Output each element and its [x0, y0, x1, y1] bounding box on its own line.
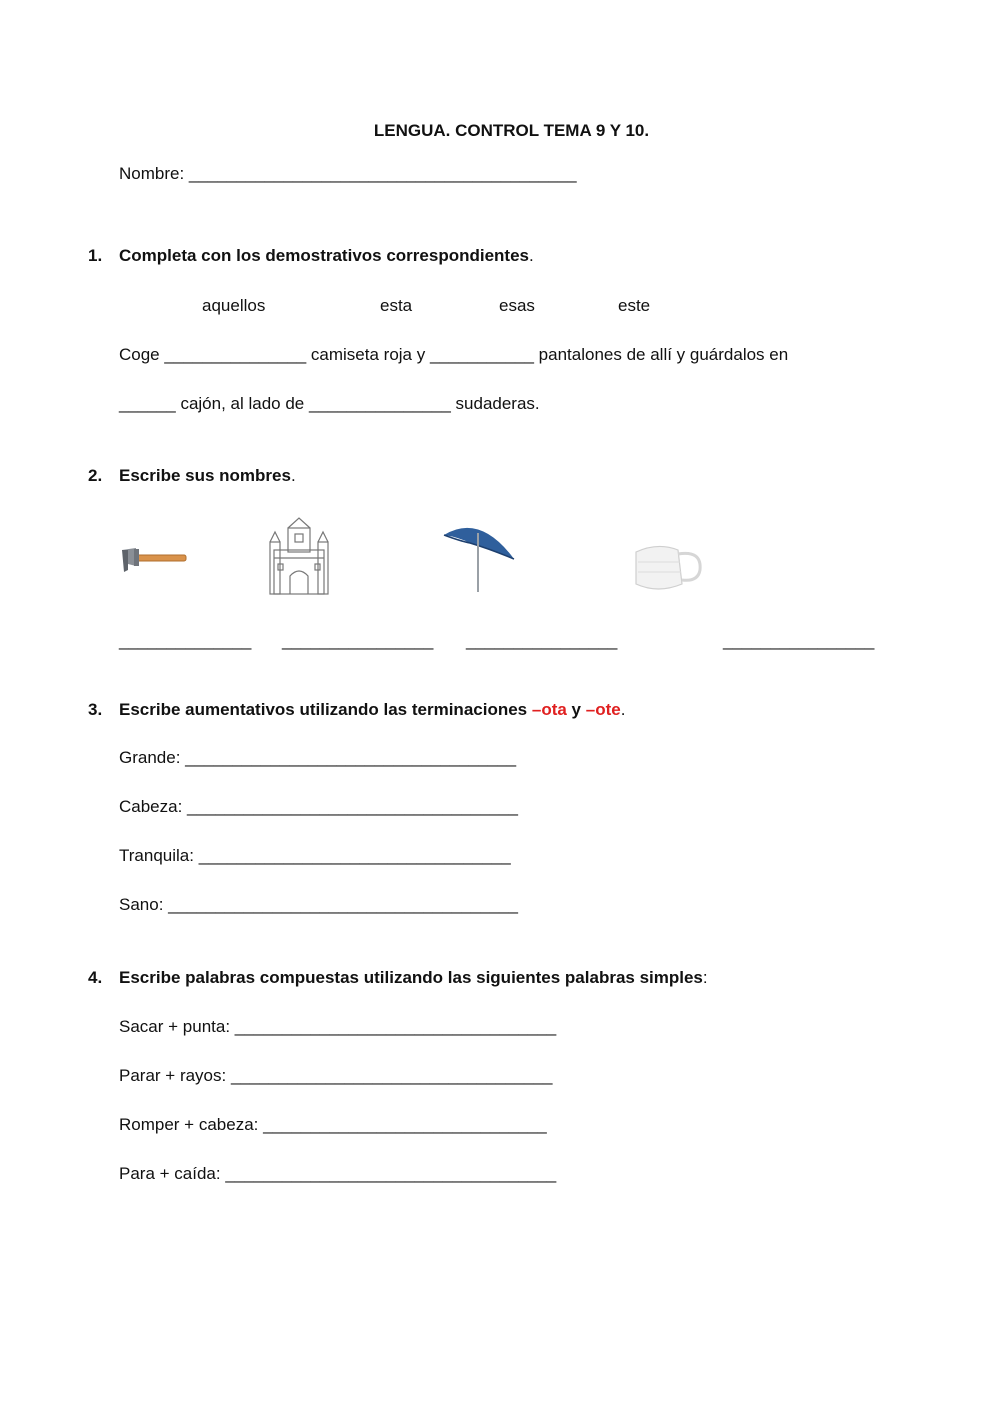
q3-heading — [119, 701, 625, 718]
q3-item[interactable]: Grande: ___________________________________ — [119, 748, 517, 767]
q1-heading-text: Completa con los demostrativos correspondientes — [119, 246, 529, 265]
answer-blank[interactable]: ______________ — [119, 631, 252, 650]
word-bank-item: aquellos — [202, 296, 266, 315]
ending-ote: –ote — [585, 700, 621, 719]
ending-ota: –ota — [531, 700, 567, 719]
answer-blank[interactable]: ________________ — [723, 631, 875, 650]
q4-number: 4. — [88, 968, 103, 987]
face-mask-icon — [628, 540, 704, 596]
q2-heading-end: . — [290, 466, 296, 485]
name-field-line[interactable]: Nombre: _________________________________________ — [119, 164, 577, 183]
q3-item[interactable]: Sano: _____________________________________ — [119, 895, 518, 914]
q3-heading-text: Escribe aumentativos utilizando las terminaciones — [119, 700, 532, 719]
q1-sentence-line1[interactable]: Coge _______________ camiseta roja y ___________ pantalones de allí y guárdalos en — [119, 345, 789, 364]
q4-heading-end: : — [702, 968, 708, 987]
word-bank-item: esas — [499, 296, 535, 315]
q3-number: 3. — [88, 700, 103, 719]
q1-sentence-line2[interactable]: ______ cajón, al lado de _______________ sudaderas. — [119, 394, 540, 413]
q4-heading — [119, 969, 708, 986]
q4-item[interactable]: Romper + cabeza: ______________________________ — [119, 1115, 547, 1134]
q4-item[interactable]: Sacar + punta: __________________________________ — [119, 1017, 557, 1036]
umbrella-icon — [440, 519, 518, 593]
castle-icon — [268, 516, 330, 596]
word-bank-item: esta — [380, 296, 413, 315]
q2-heading — [119, 467, 296, 484]
q3-heading-end: . — [620, 700, 626, 719]
answer-blank[interactable]: ________________ — [282, 631, 434, 650]
q2-number: 2. — [88, 466, 103, 485]
q4-heading-text: Escribe palabras compuestas utilizando las siguientes palabras simples — [119, 968, 703, 987]
q3-item[interactable]: Tranquila: _________________________________ — [119, 846, 511, 865]
q3-item[interactable]: Cabeza: ___________________________________ — [119, 797, 518, 816]
q1-heading — [119, 247, 534, 264]
page-title: LENGUA. CONTROL TEMA 9 Y 10. — [373, 121, 650, 140]
q1-number: 1. — [88, 246, 103, 265]
word-bank-item: este — [618, 296, 651, 315]
q2-heading-text: Escribe sus nombres — [119, 466, 291, 485]
q4-item[interactable]: Parar + rayos: __________________________________ — [119, 1066, 553, 1085]
q1-heading-end: . — [528, 246, 534, 265]
answer-blank[interactable]: ________________ — [466, 631, 618, 650]
hammer-icon — [116, 540, 188, 576]
q4-item[interactable]: Para + caída: ___________________________________ — [119, 1164, 557, 1183]
q3-heading-y: y — [566, 700, 586, 719]
